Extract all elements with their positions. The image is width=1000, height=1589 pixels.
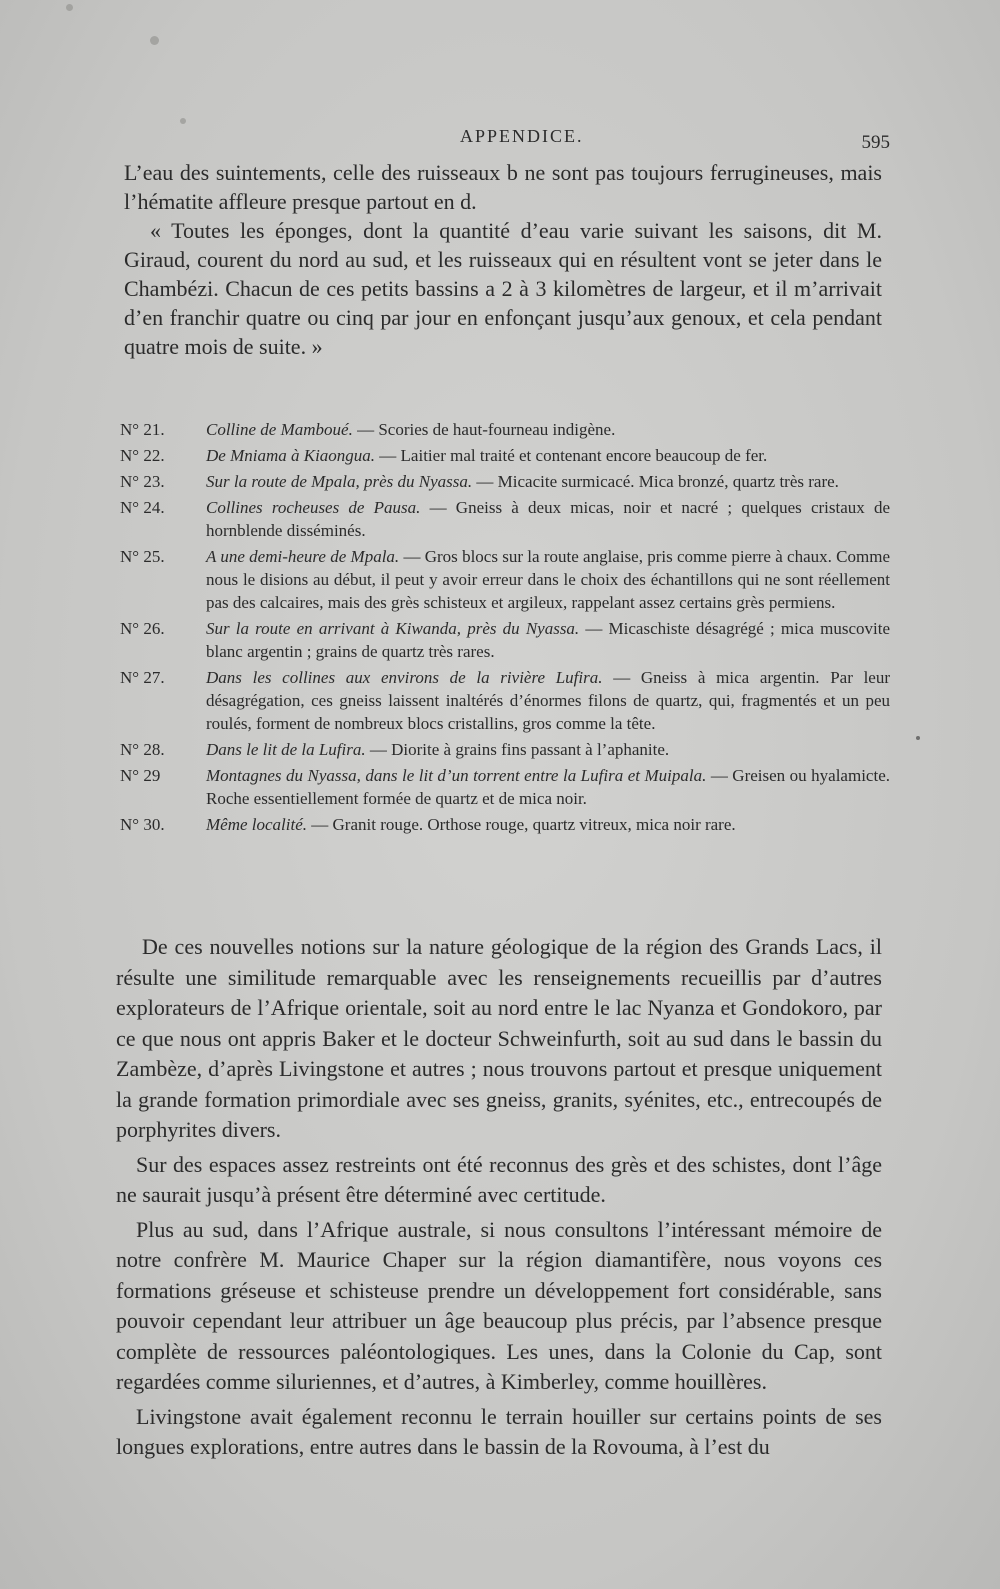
sample-number: N° 24. bbox=[120, 498, 165, 517]
sample-number: N° 30. bbox=[120, 815, 165, 834]
sample-location: Sur la route en arrivant à Kiwanda, près du Nyassa. bbox=[206, 619, 580, 638]
bottom-text-block bbox=[116, 932, 882, 1467]
sample-number: N° 28. bbox=[120, 740, 165, 759]
sample-entry bbox=[120, 666, 890, 735]
page-number: 595 bbox=[861, 132, 890, 153]
running-title: APPENDICE. bbox=[460, 126, 584, 146]
sample-entry bbox=[120, 617, 890, 663]
sample-location: Colline de Mamboué. bbox=[206, 420, 353, 439]
paper-speck bbox=[150, 36, 159, 45]
paper-speck bbox=[180, 118, 186, 124]
paragraph: De ces nouvelles notions sur la nature géologique de la région des Grands Lacs, il résulte une similitude remarquable avec les renseignements recueillis par d’autres explorateurs de l’Afrique orientale, soit au nord entre le lac Nyanza et Gondokoro, par ce que nous ont appris Baker et le docteur Schweinfurth, soit au sud dans le bassin du Zambèze, d’après Livingstone et autres ; nous trouvons partout et presque uniquement la grande formation primordiale avec ses gneiss, granits, syénites, etc., entrecoupés de porphyrites divers. bbox=[116, 934, 882, 1142]
sample-description: — Gneiss à deux micas, noir et nacré ; quelques cristaux de hornblende disséminés. bbox=[206, 498, 890, 540]
sample-entry bbox=[120, 444, 890, 467]
paragraph: Sur des espaces assez restreints ont été reconnus des grès et des schistes, dont l’âge ne saurait jusqu’à présent être déterminé avec certitude. bbox=[116, 1151, 882, 1207]
sample-location: Sur la route de Mpala, près du Nyassa. bbox=[206, 472, 473, 491]
sample-list bbox=[120, 418, 890, 839]
sample-entry bbox=[120, 764, 890, 810]
sample-number: N° 21. bbox=[120, 420, 165, 439]
sample-number: N° 29 bbox=[120, 766, 161, 785]
sample-number: N° 25. bbox=[120, 547, 165, 566]
sample-description: — Greisen ou hyalamicte. Roche essentiellement formée de quartz et de mica noir. bbox=[206, 766, 890, 808]
sample-description: — Scories de haut-fourneau indigène. bbox=[357, 420, 616, 439]
sample-entry bbox=[120, 418, 890, 441]
paragraph: « Toutes les éponges, dont la quantité d’eau varie suivant les saisons, dit M. Giraud, courent du nord au sud, et les ruisseaux qui en résultent vont se jeter dans le Chambézi. Chacun de ces petits bassins a 2 à 3 kilomètres de largeur, et il m’arrivait d’en franchir quatre ou cinq par jour en enfonçant jusqu’aux genoux, et cela pendant quatre mois de suite. » bbox=[124, 218, 882, 359]
sample-entry bbox=[120, 470, 890, 493]
paper-speck bbox=[916, 736, 920, 740]
sample-description: — Laitier mal traité et contenant encore beaucoup de fer. bbox=[379, 446, 768, 465]
sample-description: — Gneiss à mica argentin. Par leur désagrégation, ces gneiss laissent inaltérés d’énormes filons de quartz, qui, fragmentés et un peu roulés, forment de nombreux blocs cristallins, gros comme la tête. bbox=[206, 668, 891, 733]
sample-entry bbox=[120, 496, 890, 542]
sample-location: De Mniama à Kiaongua. bbox=[206, 446, 376, 465]
paragraph: L’eau des suintements, celle des ruisseaux b ne sont pas toujours ferrugineuses, mais l’hématite affleure presque partout en d. bbox=[124, 160, 882, 214]
sample-location: A une demi-heure de Mpala. bbox=[206, 547, 400, 566]
sample-location: Collines rocheuses de Pausa. bbox=[206, 498, 421, 517]
sample-location: Même localité. bbox=[206, 815, 308, 834]
sample-number: N° 27. bbox=[120, 668, 165, 687]
sample-description: — Micaschiste désagrégé ; mica muscovite blanc argentin ; grains de quartz très rares. bbox=[206, 619, 891, 661]
paragraph: Plus au sud, dans l’Afrique australe, si nous consultons l’intéressant mémoire de notre confrère M. Maurice Chaper sur la région diamantifère, nous voyons ces formations gréseuse et schisteuse prendre un développement fort considérable, sans pouvoir cependant leur attribuer un âge beaucoup plus précis, par l’absence presque complète de ressources paléontologiques. Les unes, dans la Colonie du Cap, sont regardées comme siluriennes, et d’autres, à Kimberley, comme houillères. bbox=[116, 1216, 882, 1394]
sample-entry bbox=[120, 545, 890, 614]
paper-speck bbox=[66, 4, 73, 11]
sample-number: N° 23. bbox=[120, 472, 165, 491]
sample-location: Dans les collines aux environs de la rivière Lufira. bbox=[206, 668, 603, 687]
page-header bbox=[120, 126, 890, 156]
paragraph: Livingstone avait également reconnu le terrain houiller sur certains points de ses longues explorations, entre autres dans le bassin de la Rovouma, à l’est du bbox=[116, 1403, 882, 1459]
sample-description: — Gros blocs sur la route anglaise, pris comme pierre à chaux. Comme nous le disions au début, il peut y avoir erreur dans le choix des échantillons qui ne sont réellement pas des calcaires, mais des grès schisteux et argileux, rappelant assez certains grès permiens. bbox=[206, 547, 890, 612]
sample-entry bbox=[120, 813, 890, 836]
sample-number: N° 26. bbox=[120, 619, 165, 638]
sample-location: Montagnes du Nyassa, dans le lit d’un torrent entre la Lufira et Muipala. bbox=[206, 766, 707, 785]
sample-description: — Granit rouge. Orthose rouge, quartz vitreux, mica noir rare. bbox=[311, 815, 736, 834]
sample-entry bbox=[120, 738, 890, 761]
sample-description: — Micacite surmicacé. Mica bronzé, quartz très rare. bbox=[476, 472, 839, 491]
top-text-block bbox=[124, 158, 882, 361]
sample-location: Dans le lit de la Lufira. bbox=[206, 740, 366, 759]
sample-description: — Diorite à grains fins passant à l’aphanite. bbox=[369, 740, 670, 759]
sample-number: N° 22. bbox=[120, 446, 165, 465]
